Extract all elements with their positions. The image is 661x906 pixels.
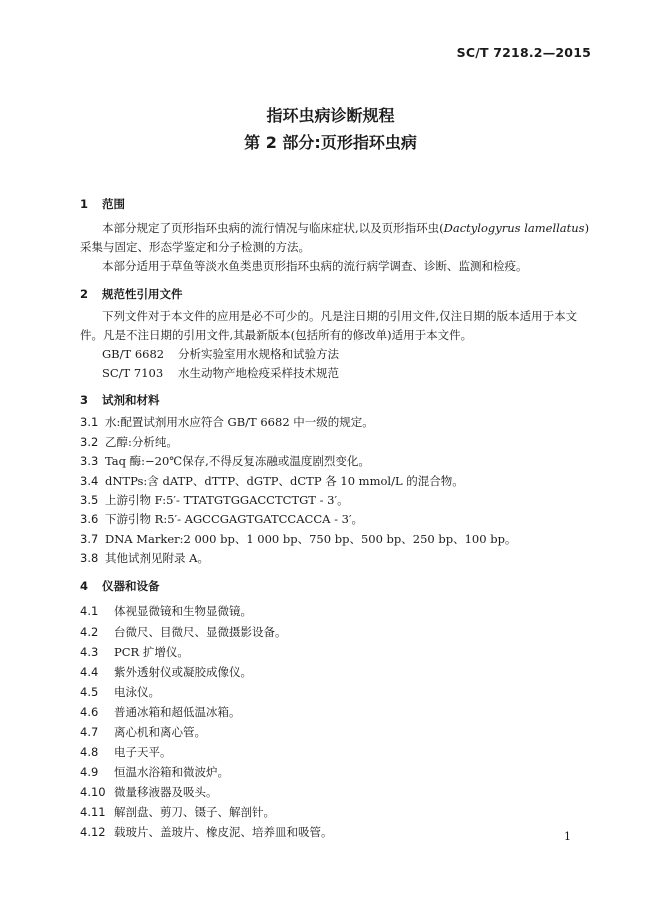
scientific-name: Dactylogyrus lamellatus [443, 221, 585, 235]
list-item: 4.11 解剖盘、剪刀、镊子、解剖针。 [80, 805, 275, 819]
list-item: 3.3 Taq 酶:−20℃保存,不得反复冻融或温度剧烈变化。 [80, 454, 370, 468]
document-subtitle: 第 2 部分:页形指环虫病 [244, 133, 417, 152]
list-item: 4.7 离心机和离心管。 [80, 725, 206, 739]
list-item: 4.2 台微尺、目微尺、显微摄影设备。 [80, 625, 287, 639]
list-item: 3.5 上游引物 F:5′- TTATGTGGACCTCTGT - 3′。 [80, 493, 349, 507]
scope-paragraph-1: 本部分规定了页形指环虫病的流行情况与临床症状,以及页形指环虫(Dactylogyrus lamellatus) [102, 221, 590, 235]
section-number: 3 [80, 393, 89, 407]
list-item: 3.8 其他试剂见附录 A。 [80, 551, 209, 565]
section-heading-reagents [80, 392, 160, 408]
section-number: 1 [80, 197, 89, 211]
list-item: 4.1 体视显微镜和生物显微镜。 [80, 604, 252, 618]
section-heading-references [80, 286, 183, 302]
document-title: 指环虫病诊断规程 [266, 106, 395, 125]
references-paragraph-cont: 件。凡是不注日期的引用文件,其最新版本(包括所有的修改单)适用于本文件。 [80, 328, 473, 342]
section-title: 试剂和材料 [102, 393, 160, 407]
reference-item [102, 346, 339, 362]
section-title: 范围 [102, 197, 125, 211]
references-paragraph: 下列文件对于本文件的应用是必不可少的。凡是注日期的引用文件,仅注日期的版本适用于本文 [102, 309, 578, 323]
reference-title: 水生动物产地检疫采样技术规范 [178, 366, 339, 380]
list-item: 4.8 电子天平。 [80, 745, 172, 759]
list-item: 4.10 微量移液器及吸头。 [80, 785, 218, 799]
scope-paragraph-1-cont: 采集与固定、形态学鉴定和分子检测的方法。 [80, 240, 310, 254]
list-item: 4.12 载玻片、盖玻片、橡皮泥、培养皿和吸管。 [80, 825, 333, 839]
section-number: 4 [80, 579, 89, 593]
list-item: 3.6 下游引物 R:5′- AGCCGAGTGATCCACCA - 3′。 [80, 512, 364, 526]
section-number: 2 [80, 287, 89, 301]
scope-paragraph-2: 本部分适用于草鱼等淡水鱼类患页形指环虫病的流行病学调查、诊断、监测和检疫。 [102, 259, 528, 273]
list-item: 4.4 紫外透射仪或凝胶成像仪。 [80, 665, 252, 679]
section-title: 仪器和设备 [102, 579, 160, 593]
list-item: 4.6 普通冰箱和超低温冰箱。 [80, 705, 241, 719]
section-heading-equipment [80, 578, 160, 594]
reference-code: GB/T 6682 [102, 347, 165, 361]
standard-code: SC/T 7218.2—2015 [456, 45, 591, 60]
reference-code: SC/T 7103 [102, 366, 164, 380]
list-item: 4.9 恒温水浴箱和微波炉。 [80, 765, 229, 779]
reference-item [102, 365, 339, 381]
page-number: 1 [564, 830, 571, 843]
list-item: 4.3 PCR 扩增仪。 [80, 645, 189, 659]
reference-title: 分析实验室用水规格和试验方法 [178, 347, 339, 361]
list-item: 3.1 水:配置试剂用水应符合 GB/T 6682 中一级的规定。 [80, 415, 374, 429]
section-title: 规范性引用文件 [102, 287, 183, 301]
list-item: 3.4 dNTPs:含 dATP、dTTP、dGTP、dCTP 各 10 mmol/L 的混合物。 [80, 474, 464, 488]
list-item: 3.2 乙醇:分析纯。 [80, 435, 178, 449]
list-item: 4.5 电泳仪。 [80, 685, 160, 699]
list-item: 3.7 DNA Marker:2 000 bp、1 000 bp、750 bp、500 bp、250 bp、100 bp。 [80, 532, 517, 546]
section-heading-scope [80, 196, 125, 212]
